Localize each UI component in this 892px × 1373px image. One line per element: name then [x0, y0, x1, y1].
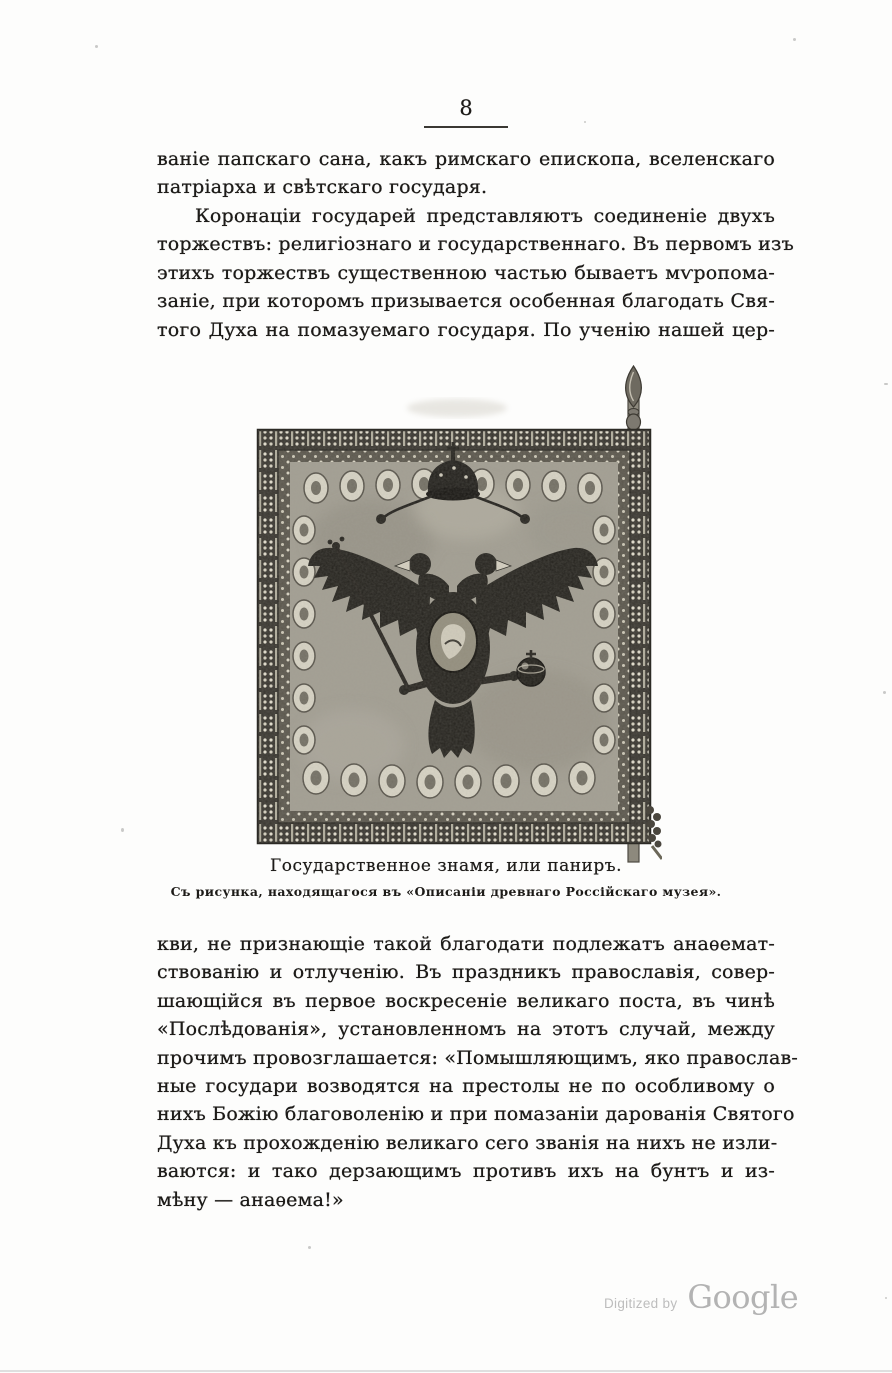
text-line: нихъ Божію благоволенію и при помазаніи дарованія Святого	[157, 1103, 795, 1126]
scan-speck	[883, 691, 886, 694]
scan-speck	[884, 383, 888, 385]
scan-speck	[793, 38, 796, 41]
text-line: Духа къ прохожденію великаго сего званія на нихъ не изли-	[157, 1131, 778, 1154]
paragraph-coronations	[157, 202, 794, 344]
scan-speck	[885, 1297, 887, 1299]
scan-bottom-edge	[0, 1370, 892, 1372]
digitized-by-google-watermark	[604, 1278, 798, 1316]
state-banner-figure	[252, 360, 662, 865]
text-line: прочимъ провозглашается: «Помышляющимъ, яко православ-	[157, 1046, 798, 1069]
text-line: ствованію и отлученію. Въ праздникъ православія, совер-	[157, 961, 775, 984]
scan-speck	[121, 828, 124, 832]
text-line: этихъ торжествъ существенною частью бываетъ мѵропома-	[157, 261, 775, 284]
text-line: торжествъ: религіознаго и государственнаго. Въ первомъ изъ	[157, 233, 794, 256]
watermark-prefix-text: Digitized by	[604, 1296, 678, 1311]
text-line: шающійся въ первое воскресеніе великаго поста, въ чинѣ	[157, 989, 775, 1012]
banner-cloth	[258, 430, 650, 843]
text-line: ваніе папскаго сана, какъ римскаго епископа, вселенскаго	[157, 148, 775, 170]
text-line: ваются: и тако дерзающимъ противъ ихъ на бунтъ и из-	[157, 1160, 775, 1183]
google-logo: Google	[687, 1278, 799, 1316]
paragraph-top-continuation	[157, 145, 775, 202]
page-number: 8	[424, 97, 508, 128]
text-line: патріарха и свѣтскаго государя.	[157, 176, 488, 199]
scan-speck	[584, 121, 586, 123]
text-line: кви, не признающіе такой благодати подлежатъ анаѳемат-	[157, 933, 775, 955]
scan-speck	[308, 1246, 311, 1249]
text-line: Коронаціи государей представляютъ соединеніе двухъ	[195, 205, 775, 227]
text-line: ные государи возводятся на престолы не по особливому о	[157, 1075, 775, 1098]
figure-caption-source: Съ рисунка, находящагося въ «Описаніи древнаго Россійскаго музея».	[170, 884, 722, 899]
text-line: заніе, при которомъ призывается особенная благодать Свя-	[157, 290, 775, 313]
text-line: «Послѣдованія», установленномъ на этотъ случай, между	[157, 1018, 775, 1041]
text-line: мѣну — анаѳема!»	[157, 1188, 344, 1211]
text-line: того Духа на помазуемаго государя. По ученію нашей цер-	[157, 318, 775, 341]
scan-speck	[95, 45, 98, 48]
paragraph-anathema	[157, 930, 798, 1214]
figure-caption-title: Государственное знамя, или паниръ.	[269, 856, 622, 876]
